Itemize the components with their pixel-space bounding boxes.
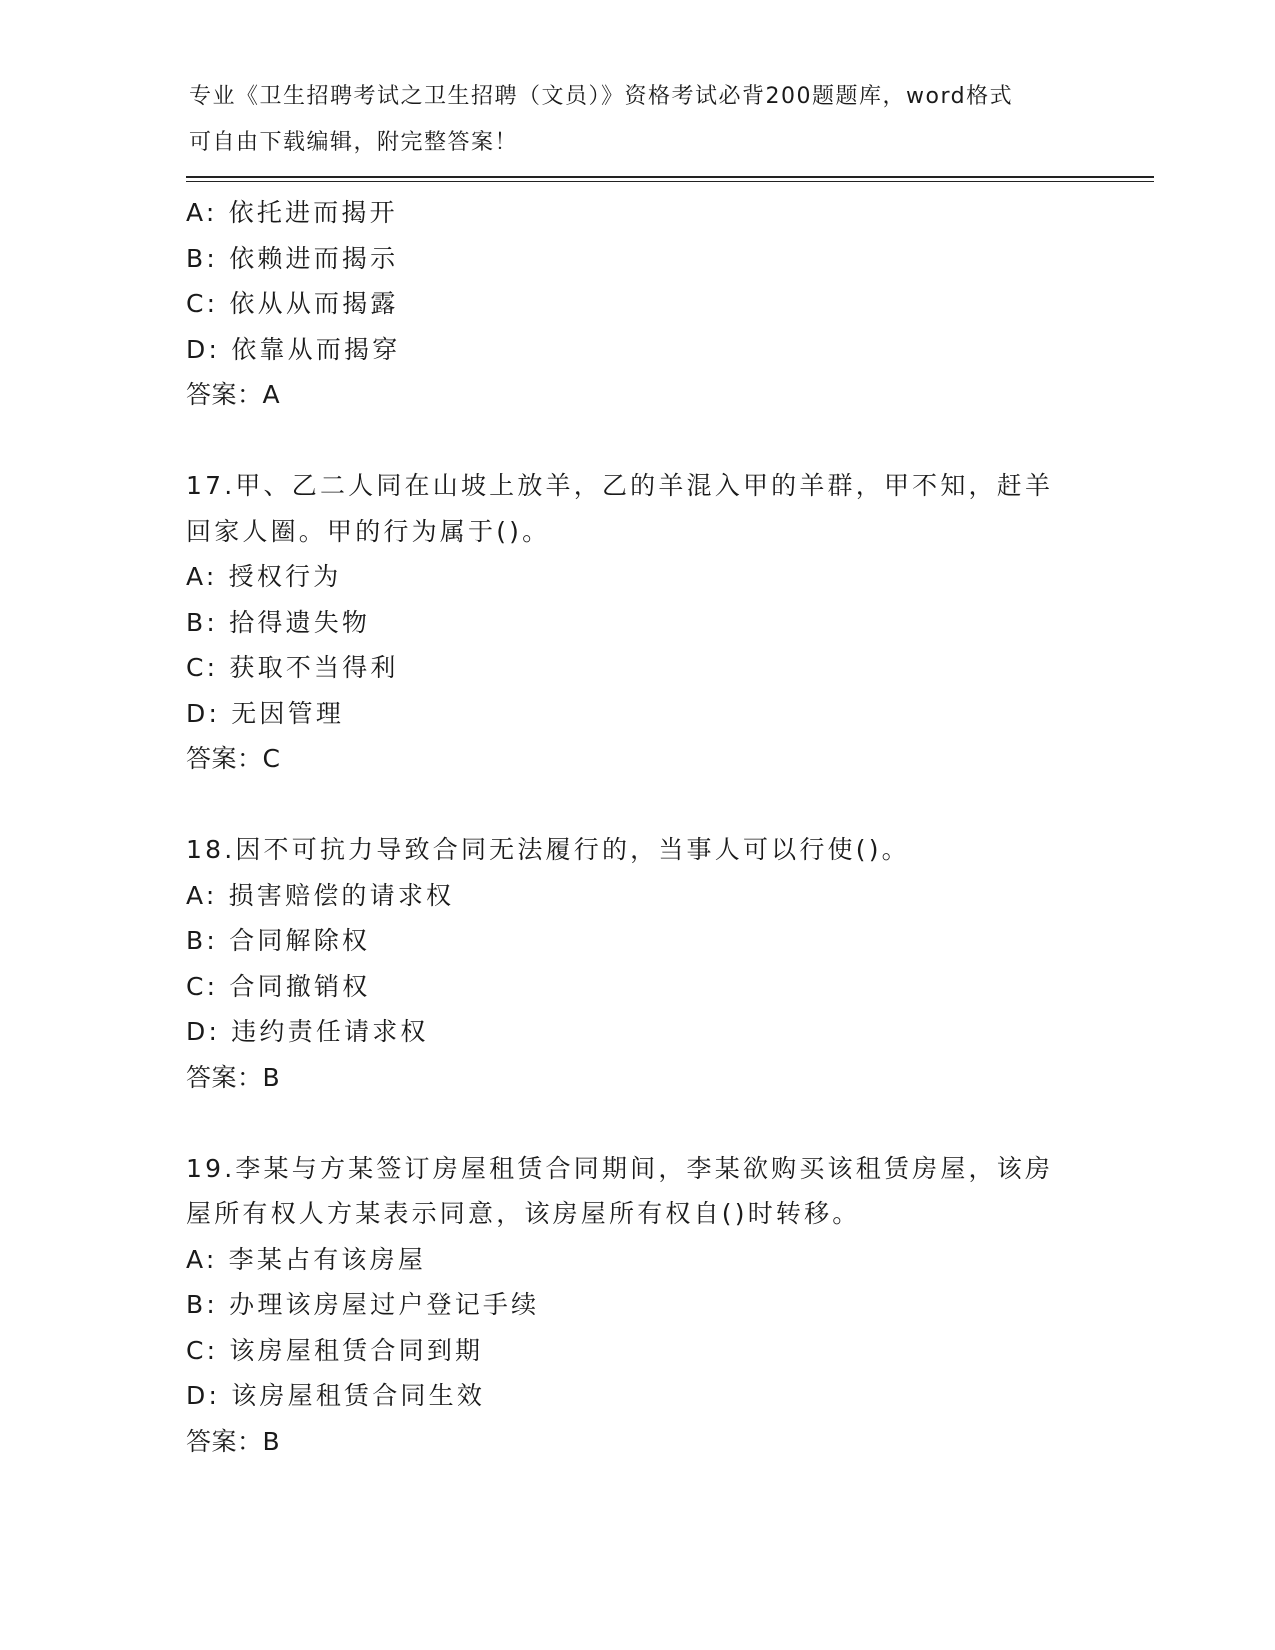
question-list (186, 190, 1086, 1464)
option-c: C: 该房屋租赁合同到期 (186, 1335, 484, 1365)
question-18 (186, 827, 1086, 1100)
option-c: C: 合同撤销权 (186, 971, 371, 1001)
option-d: D: 违约责任请求权 (186, 1017, 429, 1046)
header-divider-thin (186, 181, 1154, 182)
header-line-2: 可自由下载编辑，附完整答案！ (189, 129, 519, 155)
option-a: A: 依托进而揭开 (186, 198, 398, 227)
option-d: D: 无因管理 (186, 698, 345, 728)
question-stem-line-1: 18.因不可抗力导致合同无法履行的，当事人可以行使()。 (186, 835, 910, 864)
option-c: C: 获取不当得利 (186, 653, 399, 682)
option-d: D: 该房屋租赁合同生效 (186, 1381, 486, 1410)
answer: 答案：B (186, 1062, 281, 1092)
option-b: B: 拾得遗失物 (186, 607, 371, 637)
option-d: D: 依靠从而揭穿 (186, 334, 401, 364)
question-stem-line-2: 回家人圈。甲的行为属于()。 (186, 516, 551, 546)
question-19 (186, 1146, 1086, 1465)
question-17 (186, 463, 1086, 782)
document-header (189, 74, 1069, 165)
spacer (186, 1100, 1086, 1146)
header-divider-thick (186, 176, 1154, 178)
option-a: A: 损害赔偿的请求权 (186, 880, 455, 910)
answer: 答案：A (186, 380, 281, 409)
option-a: A: 李某占有该房屋 (186, 1244, 427, 1274)
question-16 (186, 190, 1086, 418)
answer: 答案：B (186, 1426, 281, 1456)
option-c: C: 依从从而揭露 (186, 289, 399, 318)
option-b: B: 办理该房屋过户登记手续 (186, 1290, 540, 1319)
spacer (186, 782, 1086, 828)
question-stem-line-1: 19.李某与方某签订房屋租赁合同期间，李某欲购买该租赁房屋，该房 (186, 1153, 1054, 1183)
option-b: B: 合同解除权 (186, 926, 371, 955)
option-b: B: 依赖进而揭示 (186, 243, 399, 273)
answer: 答案：C (186, 744, 281, 773)
question-stem-line-2: 屋所有权人方某表示同意，该房屋所有权自()时转移。 (186, 1199, 861, 1228)
question-stem-line-1: 17.甲、乙二人同在山坡上放羊，乙的羊混入甲的羊群，甲不知，赶羊 (186, 471, 1054, 500)
header-line-1: 专业《卫生招聘考试之卫生招聘（文员）》资格考试必背200题题库，word格式 (189, 84, 1014, 109)
spacer (186, 418, 1086, 464)
option-a: A: 授权行为 (186, 562, 342, 591)
